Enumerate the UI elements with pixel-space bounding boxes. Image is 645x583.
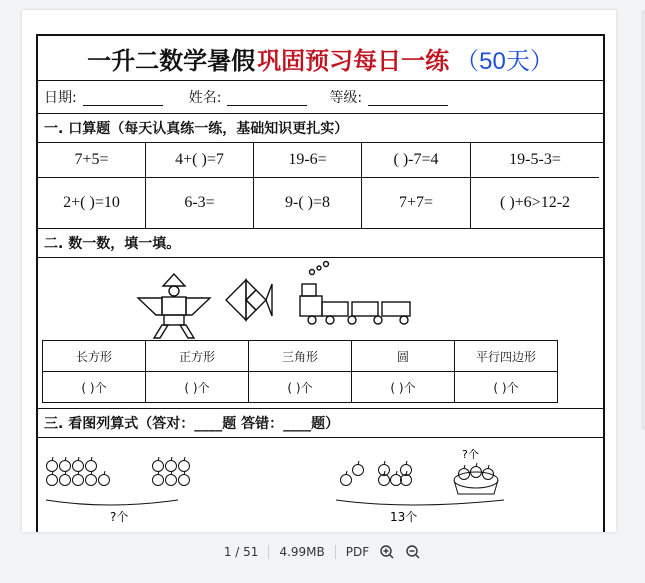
file-size: 4.99MB	[279, 545, 325, 559]
apple-icon	[47, 461, 58, 472]
fish-figure	[226, 280, 272, 320]
title-blue: （50天）	[455, 47, 554, 75]
apple-icon	[391, 475, 402, 486]
name-field	[189, 87, 308, 107]
math-cell: 19-5-3=	[471, 143, 599, 178]
toolbar-divider	[268, 545, 269, 559]
apple-icon	[153, 461, 164, 472]
shape-header-circle: 圆	[352, 341, 455, 372]
apple-icon	[353, 465, 364, 476]
left-question-label: ?个	[110, 510, 129, 524]
grade-field	[329, 87, 448, 107]
file-type: PDF	[345, 545, 370, 559]
math-cell: 4+( )=7	[146, 143, 254, 178]
picture-equation-area	[38, 438, 603, 532]
shape-header-square: 正方形	[146, 341, 249, 372]
name-label: 姓名:	[188, 90, 222, 106]
title-red: 巩固预习每日一练	[257, 45, 450, 75]
right-total-label: 13个	[390, 510, 418, 524]
date-blank	[83, 89, 163, 106]
apple-icon	[166, 475, 177, 486]
train-figure	[300, 262, 410, 325]
apple-icon	[179, 461, 190, 472]
shape-answer-cell: ( )个	[146, 372, 249, 403]
zoom-out-icon[interactable]	[405, 544, 421, 560]
grade-label: 等级:	[329, 90, 363, 106]
info-row	[38, 81, 603, 114]
robot-figure	[138, 274, 210, 338]
section1-heading: 一. 口算题（每天认真练一练，基础知识更扎实）	[38, 114, 603, 143]
worksheet	[36, 34, 605, 532]
section2-heading: 二. 数一数，填一填。	[38, 229, 603, 258]
apple-icon	[86, 461, 97, 472]
math-cell: 19-6=	[254, 143, 362, 178]
apple-icon	[47, 475, 58, 486]
shape-answer-cell: ( )个	[352, 372, 455, 403]
shape-header-parallelogram: 平行四边形	[455, 341, 558, 372]
toolbar-divider	[335, 545, 336, 559]
shape-figure-area	[38, 258, 603, 409]
math-cell: ( )+6>12-2	[499, 194, 571, 211]
shape-header-triangle: 三角形	[249, 341, 352, 372]
math-cell: 6-3=	[146, 178, 254, 228]
date-label: 日期:	[44, 90, 77, 106]
apple-icon	[166, 461, 177, 472]
title-black: 一升二数学暑假	[87, 45, 256, 75]
shape-header-rectangle: 长方形	[43, 341, 146, 372]
name-blank	[227, 89, 307, 106]
apple-icon	[179, 475, 190, 486]
mental-math-grid	[38, 143, 603, 229]
zoom-in-icon[interactable]	[379, 544, 395, 560]
apple-icon	[341, 475, 352, 486]
grade-blank	[368, 89, 448, 106]
apple-icon	[86, 475, 97, 486]
right-apple-group	[336, 461, 504, 505]
scrollbar[interactable]	[641, 10, 645, 430]
date-field	[44, 87, 163, 107]
math-cell: 2+( )=10	[38, 178, 146, 228]
pdf-page	[22, 10, 616, 532]
shape-count-table	[42, 340, 558, 403]
apple-icon	[73, 475, 84, 486]
shape-pictures	[38, 258, 603, 340]
math-cell: 7+5=	[38, 143, 146, 178]
shape-answer-cell: ( )个	[249, 372, 352, 403]
viewer-toolbar	[0, 536, 645, 568]
apple-icon	[153, 475, 164, 486]
apple-icon	[401, 475, 412, 486]
math-cell: ( )-7=4	[362, 143, 471, 178]
shape-answer-cell: ( )个	[455, 372, 558, 403]
math-cell: 7+7=	[362, 178, 471, 228]
worksheet-title	[38, 36, 603, 81]
apple-icon	[73, 461, 84, 472]
shape-answer-cell: ( )个	[43, 372, 146, 403]
right-question-label: ?个	[462, 448, 479, 461]
apple-icon	[379, 475, 390, 486]
apple-icon	[99, 475, 110, 486]
math-cell: 9-( )=8	[254, 178, 362, 228]
page-indicator[interactable]: 1 / 51	[223, 545, 259, 559]
apple-icon	[60, 461, 71, 472]
left-apple-group	[46, 457, 190, 505]
section3-heading: 三. 看图列算式（答对：____题 答错：____题）	[38, 409, 603, 438]
apple-icon	[60, 475, 71, 486]
